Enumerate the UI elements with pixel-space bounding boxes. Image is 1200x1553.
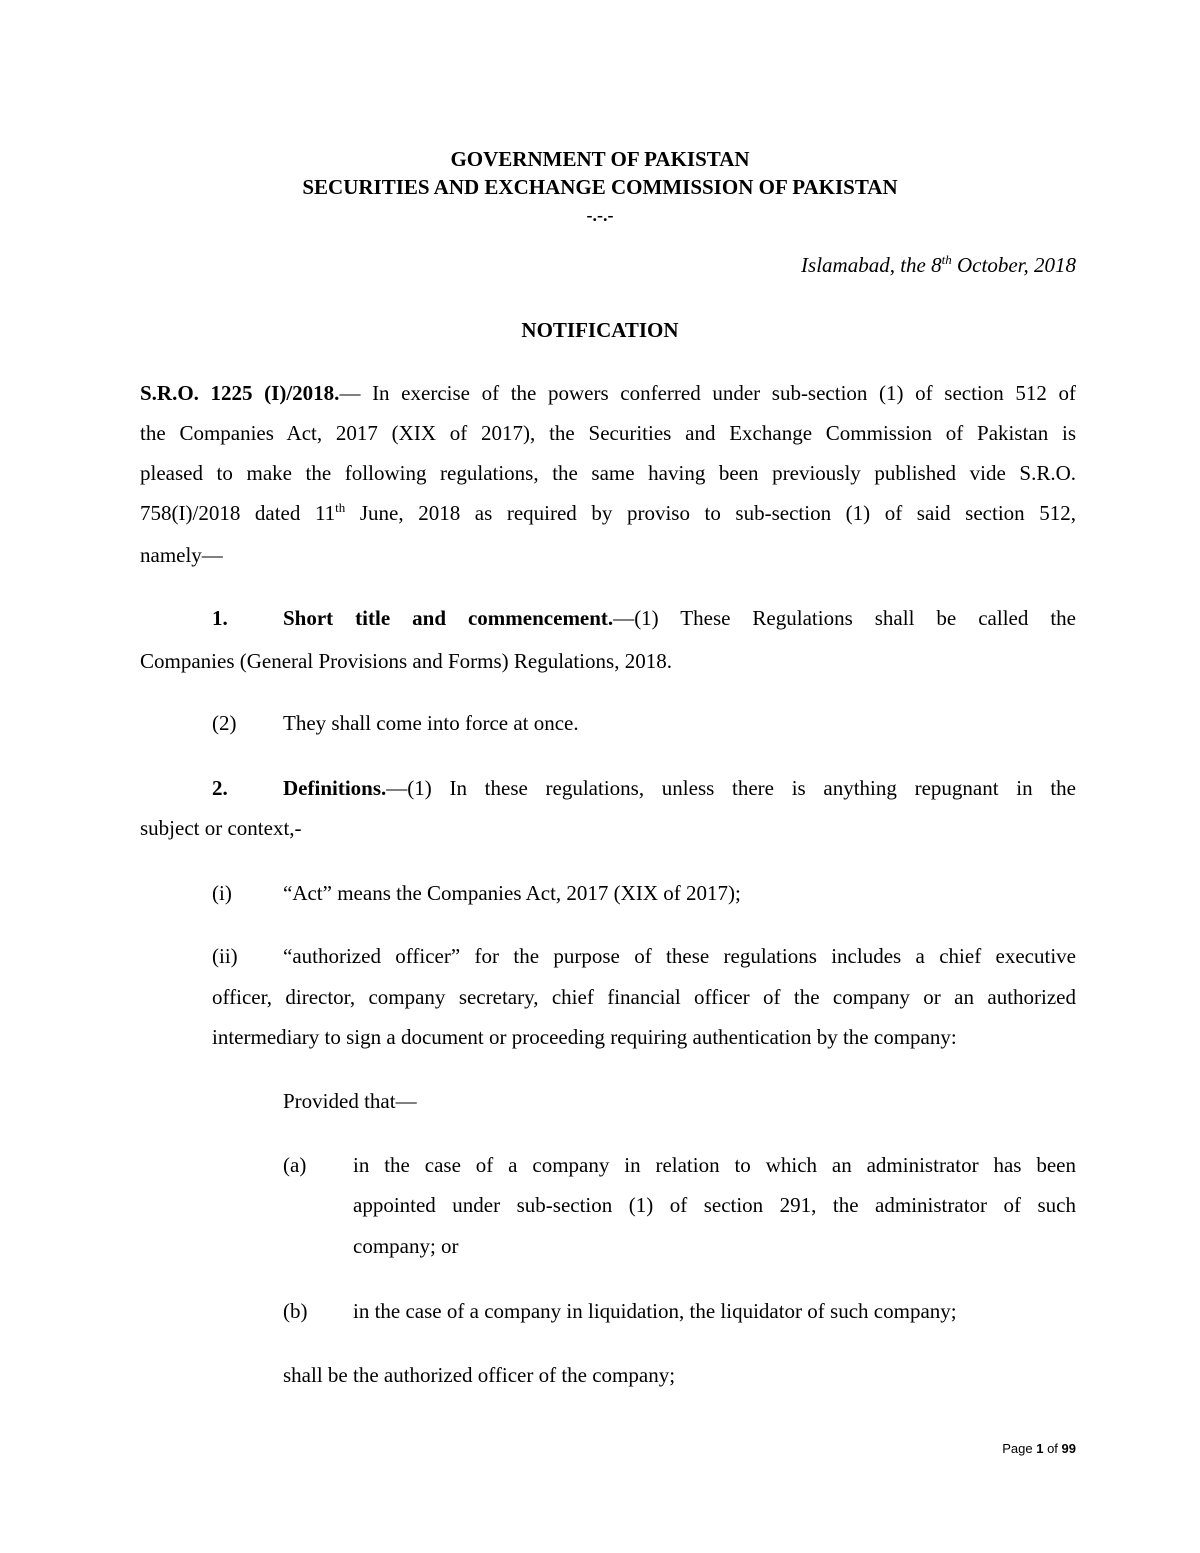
proviso-closing: shall be the authorized officer of the company; — [283, 1363, 676, 1387]
footer-page-label: Page — [1002, 1441, 1033, 1456]
reg1-sub2-number: (2) — [212, 711, 237, 735]
date-prefix: Islamabad, the 8 — [801, 253, 942, 277]
reg1-sub2-text: They shall come into force at once. — [283, 711, 579, 735]
intro-line-1-text: — In exercise of the powers conferred under sub-section (1) of section 512 of — [339, 381, 1076, 405]
reg2-line-1-text: —(1) In these regulations, unless there is anything repugnant in the — [386, 776, 1076, 800]
header-separator: -.-.- — [586, 205, 614, 225]
reg1-number: 1. — [212, 606, 228, 630]
intro-line-4-a: 758(I)/2018 dated 11 — [140, 501, 336, 525]
intro-line-4-b: June, 2018 as required by proviso to sub-section (1) of said section 512, — [345, 501, 1076, 525]
def-i-number: (i) — [212, 881, 232, 905]
intro-line-4-sup: th — [335, 500, 346, 515]
reg2-heading: Definitions. — [283, 776, 387, 800]
sro-number: S.R.O. 1225 (I)/2018. — [140, 381, 340, 405]
def-ii-line-2: officer, director, company secretary, chief financial officer of the company or an authorized — [212, 985, 1076, 1009]
reg2-number: 2. — [212, 776, 228, 800]
reg1-line-1-text: —(1) These Regulations shall be called the — [613, 606, 1076, 630]
date-suffix: October, 2018 — [951, 253, 1076, 277]
intro-line-5: namely— — [140, 543, 223, 567]
date-sup: th — [941, 252, 952, 267]
reg1-line-1 — [283, 605, 1076, 631]
def-i-text: “Act” means the Companies Act, 2017 (XIX of 2017); — [283, 881, 741, 905]
def-ii-line-3: intermediary to sign a document or proceeding requiring authentication by the company: — [212, 1025, 957, 1049]
intro-line-2: the Companies Act, 2017 (XIX of 2017), the Securities and Exchange Commission of Pakistan is — [140, 421, 1076, 445]
footer-of-label: of — [1047, 1441, 1058, 1456]
footer-page-number: 1 — [1036, 1441, 1044, 1456]
proviso-b-number: (b) — [283, 1299, 308, 1323]
date-line — [801, 252, 1076, 278]
intro-line-1 — [140, 380, 1076, 406]
def-ii-line-1: “authorized officer” for the purpose of these regulations includes a chief executive — [283, 944, 1076, 968]
page-footer — [1002, 1441, 1076, 1457]
reg2-line-1 — [283, 775, 1076, 801]
proviso-a-number: (a) — [283, 1153, 307, 1177]
reg1-heading: Short title and commencement. — [283, 606, 614, 630]
provided-that: Provided that— — [283, 1089, 417, 1113]
header-commission: SECURITIES AND EXCHANGE COMMISSION OF PAKISTAN — [302, 175, 898, 199]
reg2-line-2: subject or context,- — [140, 816, 302, 840]
reg1-line-2: Companies (General Provisions and Forms) Regulations, 2018. — [140, 649, 672, 673]
header-government: GOVERNMENT OF PAKISTAN — [450, 147, 750, 171]
proviso-a-line-1: in the case of a company in relation to which an administrator has been — [353, 1153, 1076, 1177]
notification-title: NOTIFICATION — [521, 318, 679, 342]
proviso-a-line-3: company; or — [353, 1234, 459, 1258]
proviso-a-line-2: appointed under sub-section (1) of section 291, the administrator of such — [353, 1193, 1076, 1217]
intro-line-3: pleased to make the following regulations, the same having been previously published vide S.R.O. — [140, 461, 1076, 485]
proviso-b-text: in the case of a company in liquidation, the liquidator of such company; — [353, 1299, 957, 1323]
def-ii-number: (ii) — [212, 944, 238, 968]
footer-total-pages: 99 — [1061, 1441, 1076, 1456]
intro-line-4 — [140, 500, 1076, 526]
